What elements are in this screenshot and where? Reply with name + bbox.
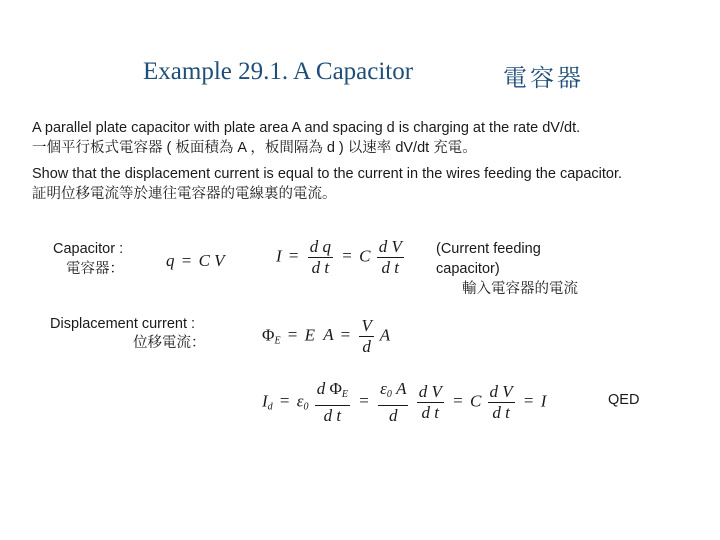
capacitor-label-chinese: 電容器： xyxy=(66,261,124,277)
displacement-label-english: Displacement current : xyxy=(50,316,196,332)
current-note-line1: (Current feeding xyxy=(436,241,541,257)
equation-q-equals-cv: q = C V xyxy=(166,251,225,270)
capacitor-label-english: Capacitor : xyxy=(53,241,124,257)
equation-current: I = $\frac{\text{d q}}{\text{d t}}$ = C $\frac{\text{d V}}{\text{d t}}$ xyxy=(276,237,402,277)
equation-electric-flux: $\Phi_E = E$ A = $\frac{V}{d}$ A xyxy=(262,316,391,356)
intro-english: A parallel plate capacitor with plate area A and spacing d is charging at the rate dV/dt. xyxy=(32,120,581,136)
current-note-chinese: 輸入電容器的電流 xyxy=(462,281,578,297)
intro-chinese: 一個平行板式電容器 ( 板面積為 A ，板間隔為 d ) 以速率 dV/dt 充電。 xyxy=(32,140,477,156)
page-title-chinese: 電容器 xyxy=(503,64,584,92)
equation-displacement-current: $I_d = \varepsilon_0$ $\frac{d \Phi_E}{\text{d t}}$ = $\frac{\varepsilon_0 A}{d}$ $\frac{\text{d V}}{\text{d t}}$ = C $\frac{\text{d V}}{\text{d t}}$ = I xyxy=(262,379,547,425)
current-note-line2: capacitor) xyxy=(436,261,500,277)
qed-label: QED xyxy=(608,392,640,408)
displacement-label-chinese: 位移電流： xyxy=(133,335,206,351)
page-title: Example 29.1. A Capacitor xyxy=(143,58,414,85)
task-english: Show that the displacement current is equal to the current in the wires feeding the capacitor. xyxy=(32,166,623,182)
task-chinese: 証明位移電流等於連往電容器的電線裏的電流。 xyxy=(32,186,337,202)
